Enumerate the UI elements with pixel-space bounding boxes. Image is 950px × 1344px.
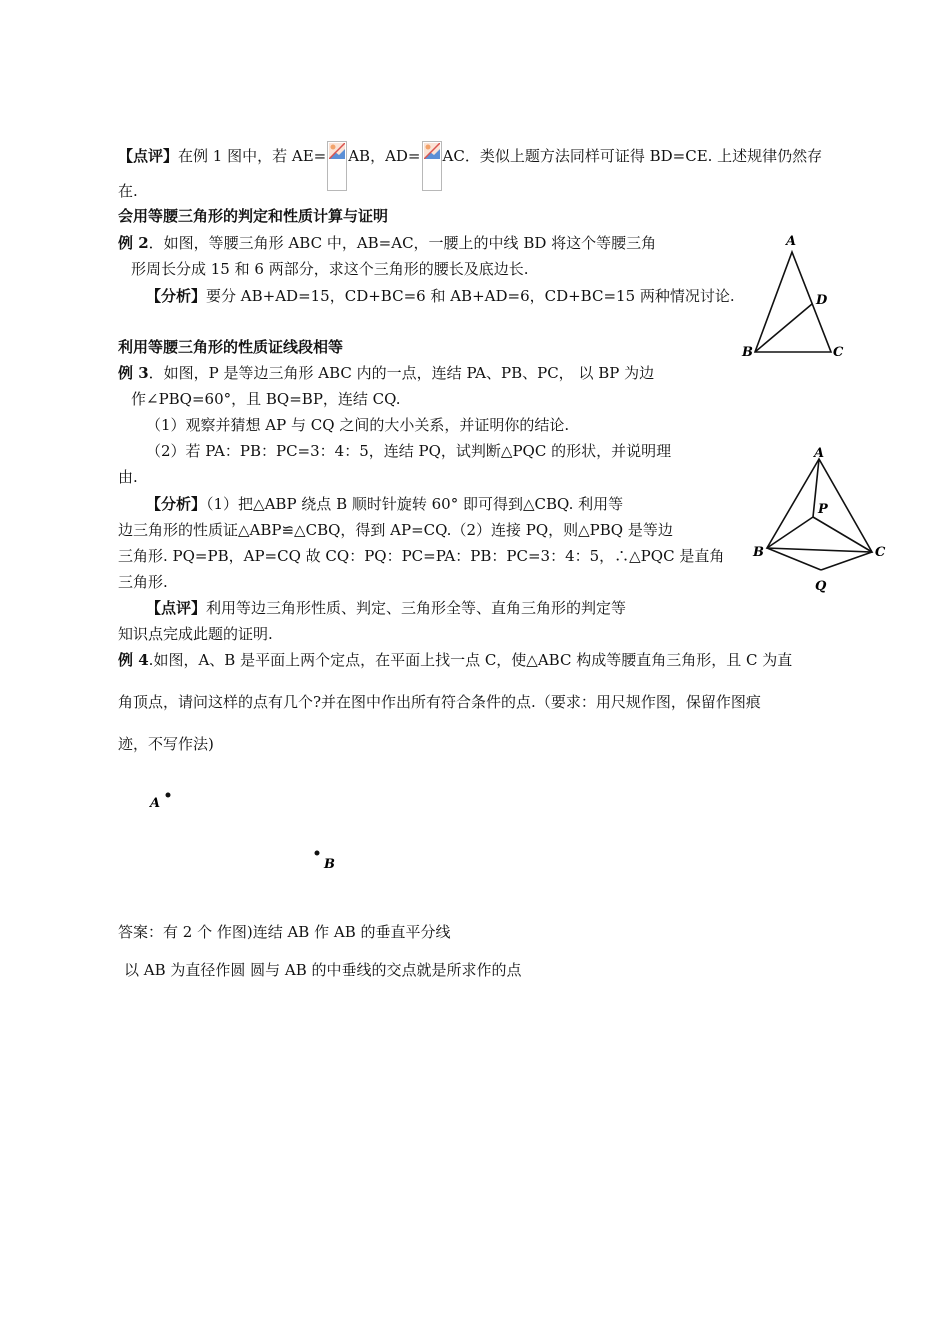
ex2-analysis <box>146 286 735 306</box>
ex4-text-1: .如图，A、B 是平面上两个定点，在平面上找一点 C，使△ABC 构成等腰直角三角形，且 C 为直 <box>148 651 793 669</box>
fig1-label-c: C <box>833 345 844 360</box>
broken-image-icon <box>422 141 442 191</box>
ex3-analysis-text-1: （1）把△ABP 绕点 B 顺时针旋转 60° 即可得到△CBQ. 利用等 <box>206 495 624 513</box>
ex3-comment-text-1: 利用等边三角形性质、判定、三角形全等、直角三角形的判定等 <box>206 599 627 617</box>
point-a <box>166 793 171 798</box>
comment-tag: 【点评】 <box>146 599 207 617</box>
comment-tag: 【点评】 <box>118 147 179 165</box>
analysis-tag: 【分析】 <box>146 495 207 513</box>
ex3-label: 例 3 <box>118 364 149 382</box>
point-b <box>315 851 320 856</box>
figure-two-points <box>140 785 360 885</box>
fig2-label-b: B <box>753 545 764 560</box>
ex2-line-2: 形周长分成 15 和 6 两部分，求这个三角形的腰长及底边长. <box>131 260 529 278</box>
ex3-analysis-1 <box>146 494 623 514</box>
fig2-label-c: C <box>875 545 886 560</box>
ex3-question-2: （2）若 PA：PB：PC=3：4：5，连结 PQ，试判断△PQC 的形状，并说明理 <box>146 442 672 460</box>
fig1-label-d: D <box>816 293 828 308</box>
section-title-1: 会用等腰三角形的判定和性质计算与证明 <box>118 207 389 225</box>
ex3-comment-1 <box>146 598 626 618</box>
comment-text-2: AB，AD= <box>348 147 421 165</box>
ex3-comment-2: 知识点完成此题的证明. <box>118 625 273 643</box>
ex2-line-1 <box>118 233 656 253</box>
ex3-analysis-4: 三角形. <box>118 573 168 591</box>
ex2-text-1: ．如图，等腰三角形 ABC 中，AB=AC，一腰上的中线 BD 将这个等腰三角 <box>148 234 657 252</box>
fig2-label-p: P <box>818 502 828 517</box>
comment-continuation: 在. <box>118 182 138 200</box>
fig2-label-q: Q <box>815 579 827 594</box>
ex3-line-2: 作∠PBQ=60°，且 BQ=BP，连结 CQ. <box>131 390 401 408</box>
fig3-label-a: A <box>150 796 161 811</box>
ex3-analysis-2: 边三角形的性质证△ABP≌△CBQ，得到 AP=CQ.（2）连接 PQ，则△PBQ 是等边 <box>118 521 673 539</box>
answer-line-2: 以 AB 为直径作圆 圆与 AB 的中垂线的交点就是所求作的点 <box>124 961 522 979</box>
fig1-label-b: B <box>742 345 753 360</box>
comment-text-1: 在例 1 图中，若 AE= <box>178 147 327 165</box>
comment-line <box>118 141 822 191</box>
answer-line-1: 答案：有 2 个 作图)连结 AB 作 AB 的垂直平分线 <box>118 923 451 941</box>
comment-text-3: AC．类似上题方法同样可证得 BD=CE. 上述规律仍然存 <box>442 147 823 165</box>
analysis-tag: 【分析】 <box>146 287 207 305</box>
ex3-analysis-3: 三角形. PQ=PB，AP=CQ 故 CQ：PQ：PC=PA：PB：PC=3：4：5，∴△PQC 是直角 <box>118 547 725 565</box>
ex4-line-1 <box>118 650 792 670</box>
fig2-label-a: A <box>814 446 825 461</box>
ex4-label: 例 4 <box>118 651 149 669</box>
ex4-line-3: 迹，不写作法) <box>118 735 214 753</box>
ex3-question-2-cont: 由. <box>118 468 138 486</box>
ex3-line-1 <box>118 363 654 383</box>
ex2-label: 例 2 <box>118 234 149 252</box>
figure-isosceles-triangle <box>735 230 855 360</box>
ex2-analysis-text: 要分 AB+AD=15，CD+BC=6 和 AB+AD=6，CD+BC=15 两种情况讨论. <box>206 287 735 305</box>
broken-image-icon <box>327 141 347 191</box>
fig3-label-b: B <box>324 857 335 872</box>
ex3-question-1: （1）观察并猜想 AP 与 CQ 之间的大小关系，并证明你的结论. <box>146 416 570 434</box>
ex4-line-2: 角顶点，请问这样的点有几个?并在图中作出所有符合条件的点.（要求：用尺规作图，保留作图痕 <box>118 693 761 711</box>
section-title-2: 利用等腰三角形的性质证线段相等 <box>118 338 344 356</box>
fig1-label-a: A <box>786 234 797 249</box>
ex3-text-1: ．如图，P 是等边三角形 ABC 内的一点，连结 PA、PB、PC， 以 BP 为边 <box>148 364 655 382</box>
figure-equilateral-triangle <box>748 445 898 595</box>
